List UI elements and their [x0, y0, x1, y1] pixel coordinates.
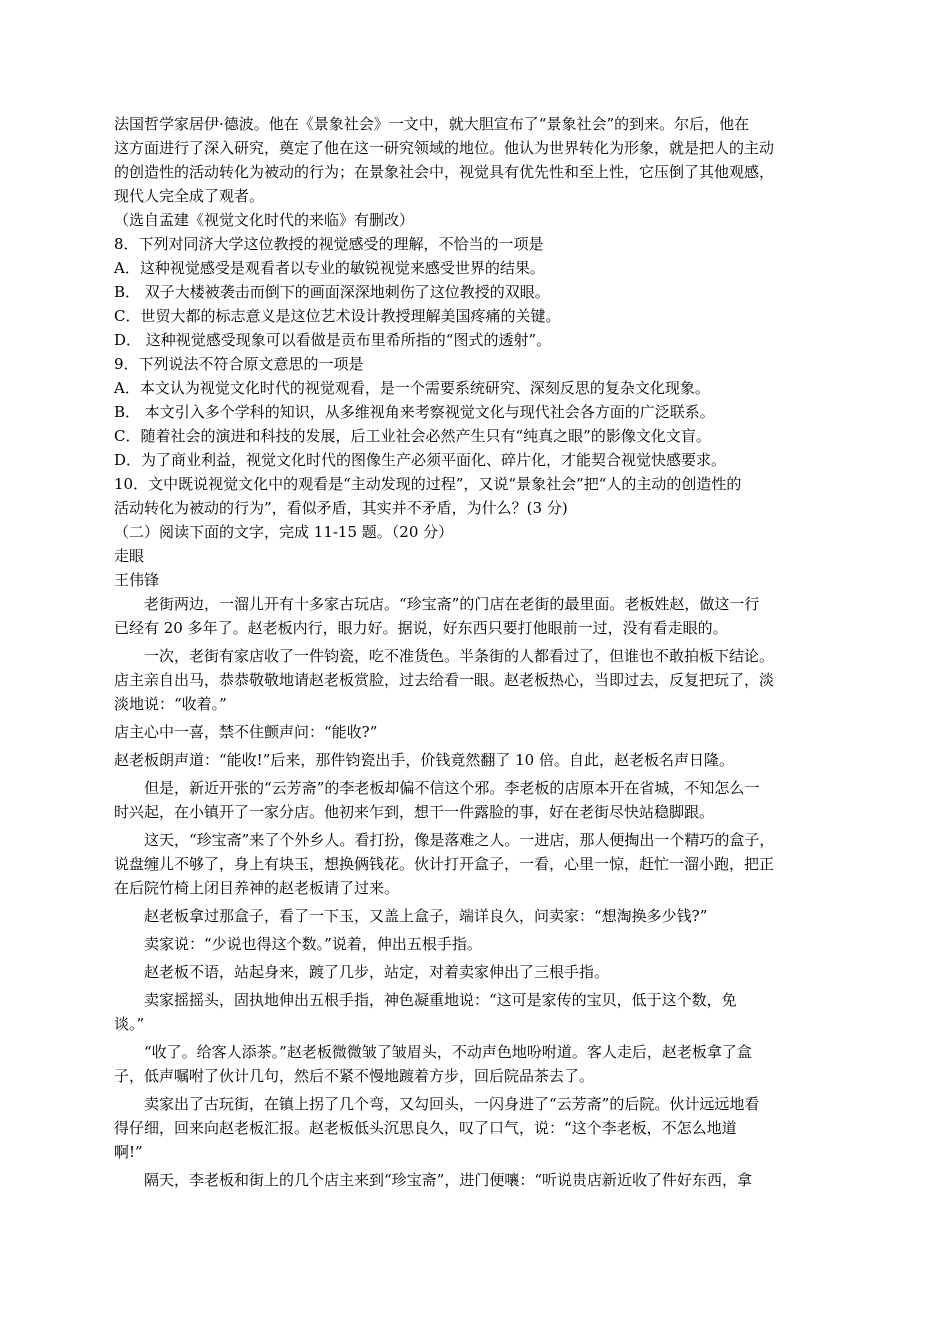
text-line: 店主心中一喜，禁不住颤声问：“能收?”	[114, 723, 378, 741]
story-paragraph	[114, 988, 854, 1036]
option-a: A．本文认为视觉文化时代的视觉观看，是一个需要系统研究、深刻反思的复杂文化现象。	[114, 379, 710, 397]
story-body	[114, 592, 854, 1192]
text-line: 卖家摇摇头，固执地伸出五根手指，神色凝重地说：“这可是家传的宝贝，低于这个数，免	[144, 991, 737, 1009]
text-line: 啊!”	[114, 1143, 143, 1161]
option-c: C．随着社会的演进和科技的发展，后工业社会必然产生只有“纯真之眼”的影像文化文盲。	[114, 427, 711, 445]
story-paragraph	[114, 720, 854, 744]
question-10	[114, 472, 854, 520]
story-paragraph	[114, 960, 854, 984]
option-b: B． 本文引入多个学科的知识，从多维视角来考察视觉文化与现代社会各方面的广泛联系。	[114, 403, 715, 421]
option-b: B． 双子大楼被袭击而倒下的画面深深地刺伤了这位教授的双眼。	[114, 283, 550, 301]
document-page	[114, 112, 854, 1192]
text-line: 卖家出了古玩街，在镇上拐了几个弯，又勾回头，一闪身进了“云芳斋”的后院。伙计远远地看	[144, 1095, 760, 1113]
text-line: “收了。给客人添茶。”赵老板微微皱了皱眉头，不动声色地吩咐道。客人走后，赵老板拿了盒	[144, 1043, 752, 1061]
text-line: 在后院竹椅上闭目养神的赵老板请了过来。	[114, 879, 400, 897]
text-line: 卖家说：“少说也得这个数。”说着，伸出五根手指。	[144, 935, 482, 953]
story-title: 走眼	[114, 547, 145, 565]
text-line: 淡地说：“收着。”	[114, 695, 227, 713]
story-paragraph	[114, 828, 854, 900]
story-paragraph	[114, 644, 854, 716]
story-author: 王伟锋	[114, 571, 160, 589]
text-line: 赵老板拿过那盒子，看了一下玉，又盖上盒子，端详良久，问卖家：“想淘换多少钱?”	[144, 907, 708, 925]
option-a: A．这种视觉感受是观看者以专业的敏锐视觉来感受世界的结果。	[114, 259, 545, 277]
story-paragraph	[114, 932, 854, 956]
text-line: 店主亲自出马，恭恭敬敬地请赵老板赏脸，过去给看一眼。赵老板热心，当即过去，反复把玩了，淡	[114, 671, 775, 689]
question-stem: 8．下列对同济大学这位教授的视觉感受的理解，不恰当的一项是	[114, 235, 544, 253]
story-paragraph	[114, 1168, 854, 1192]
text-line: 赵老板朗声道：“能收!”后来，那件钧瓷出手，价钱竟然翻了 10 倍。自此，赵老板名声日隆。	[114, 751, 734, 769]
option-c: C．世贸大都的标志意义是这位艺术设计教授理解美国疼痛的关键。	[114, 307, 561, 325]
text-line: 但是，新近开张的“云芳斋”的李老板却偏不信这个邪。李老板的店原本开在省城，不知怎么一	[144, 779, 760, 797]
question-stem: 9．下列说法不符合原文意思的一项是	[114, 355, 364, 373]
story-paragraph	[114, 776, 854, 824]
text-line: 的创造性的活动转化为被动的行为；在景象社会中，视觉具有优先性和至上性，它压倒了其他观感，	[114, 163, 775, 181]
text-line: 现代人完全成了观者。	[114, 187, 265, 205]
text-line: 隔天，李老板和街上的几个店主来到“珍宝斋”，进门便嚷：“听说贵店新近收了件好东西，拿	[144, 1171, 753, 1189]
text-line: 一次，老街有家店收了一件钧瓷，吃不准货色。半条街的人都看过了，但谁也不敢拍板下结论。	[144, 647, 775, 665]
text-line: 时兴起，在小镇开了一家分店。他初来乍到，想干一件露脸的事，好在老街尽快站稳脚跟。	[114, 803, 715, 821]
text-line: 子，低声嘱咐了伙计几句，然后不紧不慢地踱着方步，回后院品茶去了。	[114, 1067, 595, 1085]
source-note: （选自孟建《视觉文化时代的来临》有删改）	[114, 211, 415, 229]
section-heading: （二）阅读下面的文字，完成 11-15 题。（20 分）	[114, 523, 454, 541]
text-line: 老街两边，一溜儿开有十多家古玩店。“珍宝斋”的门店在老街的最里面。老板姓赵，做这一行	[144, 595, 760, 613]
intro-paragraph	[114, 112, 854, 208]
option-d: D． 这种视觉感受现象可以看做是贡布里希所指的“图式的透射”。	[114, 331, 552, 349]
text-line: 谈。”	[114, 1015, 145, 1033]
story-paragraph	[114, 592, 854, 640]
story-paragraph	[114, 748, 854, 772]
story-paragraph	[114, 1092, 854, 1164]
text-line: 已经有 20 多年了。赵老板内行，眼力好。据说，好东西只要打他眼前一过，没有看走眼的。	[114, 619, 728, 637]
question-8	[114, 232, 854, 352]
text-line: 说盘缠儿不够了，身上有块玉，想换俩钱花。伙计打开盒子，一看，心里一惊，赶忙一溜小跑，把正	[114, 855, 775, 873]
story-paragraph	[114, 904, 854, 928]
question-9	[114, 352, 854, 472]
story-paragraph	[114, 1040, 854, 1088]
text-line: 这方面进行了深入研究，奠定了他在这一研究领域的地位。他认为世界转化为形象，就是把人的主动	[114, 139, 775, 157]
question-stem-line: 活动转化为被动的行为”，看似矛盾，其实并不矛盾，为什么？(3 分)	[114, 499, 568, 517]
text-line: 得仔细，回来向赵老板汇报。赵老板低头沉思良久，叹了口气，说：“这个李老板，不怎么地道	[114, 1119, 737, 1137]
text-line: 这天，“珍宝斋”来了个外乡人。看打扮，像是落难之人。一进店，那人便掏出一个精巧的盒子，	[144, 831, 775, 849]
text-line: 法国哲学家居伊·德波。他在《景象社会》一文中，就大胆宣布了“景象社会”的到来。尔后，他在	[114, 115, 750, 133]
question-stem-line: 10．文中既说视觉文化中的观看是“主动发现的过程”，又说“景象社会”把“人的主动的创造性的	[114, 475, 742, 493]
option-d: D．为了商业利益，视觉文化时代的图像生产必须平面化、碎片化，才能契合视觉快感要求。	[114, 451, 727, 469]
text-line: 赵老板不语，站起身来，踱了几步，站定，对着卖家伸出了三根手指。	[144, 963, 610, 981]
